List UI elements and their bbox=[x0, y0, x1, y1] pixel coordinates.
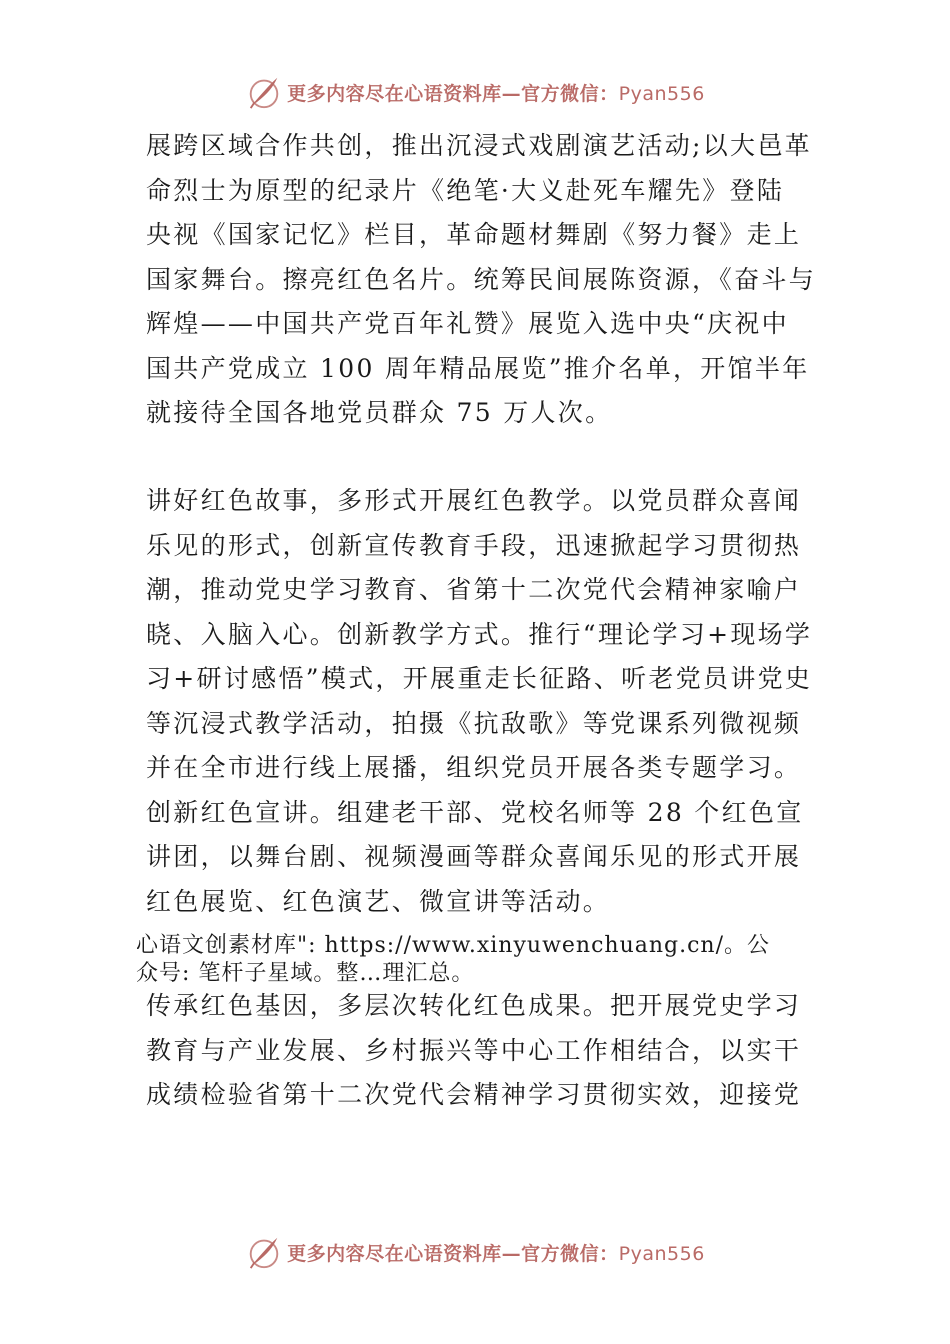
text-line: 晓、入脑入心。创新教学方式。推行“理论学习+现场学 bbox=[146, 619, 813, 649]
text-line: 潮，推动党史学习教育、省第十二次党代会精神家喻户 bbox=[146, 575, 802, 604]
text-line: 传承红色基因，多层次转化红色成果。把开展党史学习 bbox=[146, 991, 802, 1020]
text-line: 红色展览、红色演艺、微宣讲等活动。 bbox=[146, 886, 611, 916]
text-line: 就接待全国各地党员群众 75 万人次。 bbox=[146, 398, 613, 427]
footer-banner bbox=[0, 1232, 950, 1272]
text-line: 辉煌——中国共产党百年礼赞》展览入选中央“庆祝中 bbox=[146, 309, 789, 338]
text-line: 教育与产业发展、乡村振兴等中心工作相结合，以实干 bbox=[146, 1035, 802, 1065]
note-line: 心语文创素材库": https://www.xinyuwenchuang.cn/。公 bbox=[136, 933, 771, 958]
text-line: 讲团，以舞台剧、视频漫画等群众喜闻乐见的形式开展 bbox=[146, 842, 802, 871]
text-line: 等沉浸式教学活动，拍摄《抗敌歌》等党课系列微视频 bbox=[146, 708, 802, 738]
paragraph-1 bbox=[146, 124, 817, 436]
quill-pen-logo-icon bbox=[245, 73, 283, 111]
text-line: 央视《国家记忆》栏目，革命题材舞剧《努力餐》走上 bbox=[146, 220, 802, 249]
text-line: 命烈士为原型的纪录片《绝笔·大义赴死车耀先》登陆 bbox=[146, 175, 785, 205]
text-line: 习+研讨感悟”模式，开展重走长征路、听老党员讲党史 bbox=[146, 664, 813, 693]
text-line: 并在全市进行线上展播，组织党员开展各类专题学习。 bbox=[146, 753, 802, 782]
source-note bbox=[136, 932, 836, 988]
note-line: 众号: 笔杆子星域。整…理汇总。 bbox=[136, 961, 475, 986]
text-line: 国家舞台。擦亮红色名片。统筹民间展陈资源，《奋斗与 bbox=[146, 264, 817, 294]
text-line: 展跨区域合作共创，推出沉浸式戏剧演艺活动;以大邑革 bbox=[146, 131, 812, 160]
text-line: 创新红色宣讲。组建老干部、党校名师等 28 个红色宣 bbox=[146, 797, 804, 827]
paragraph-3 bbox=[146, 984, 808, 1118]
header-text: 更多内容尽在心语资料库—官方微信：Pyan556 bbox=[287, 82, 705, 105]
text-line: 乐见的形式，创新宣传教育手段，迅速掀起学习贯彻热 bbox=[146, 530, 802, 560]
quill-pen-logo-icon bbox=[245, 1233, 283, 1271]
footer-text: 更多内容尽在心语资料库—官方微信：Pyan556 bbox=[287, 1242, 705, 1265]
text-line: 讲好红色故事，多形式开展红色教学。以党员群众喜闻 bbox=[146, 486, 802, 515]
text-line: 成绩检验省第十二次党代会精神学习贯彻实效，迎接党 bbox=[146, 1080, 802, 1109]
text-line: 国共产党成立 100 周年精品展览”推介名单，开馆半年 bbox=[146, 353, 810, 383]
paragraph-2 bbox=[146, 479, 813, 924]
header-banner bbox=[0, 72, 950, 112]
